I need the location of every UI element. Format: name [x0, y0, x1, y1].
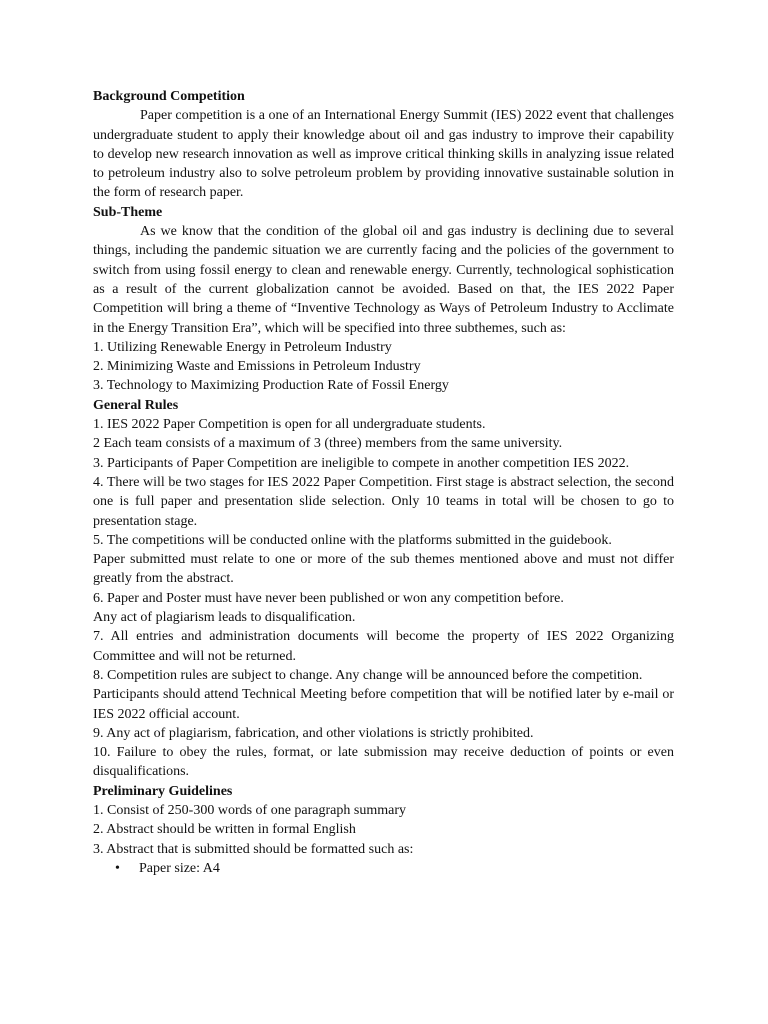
rule-item: 3. Participants of Paper Competition are ineligible to compete in another competition IES 2022. [93, 455, 630, 471]
rule-item: Paper submitted must relate to one or more of the sub themes mentioned above and must not differ greatly from the abstract. [93, 552, 674, 587]
background-paragraph: Paper competition is a one of an International Energy Summit (IES) 2022 event that challenges undergraduate student to apply their knowledge about oil and gas industry to improve their capability to develop new research innovation as well as improve critical thinking skills in analyzing issue related to petroleum industry also to solve petroleum problem by providing innovative sustainable solution in the form of research paper. [93, 108, 674, 201]
format-bullet-list [93, 859, 674, 878]
subtheme-paragraph: As we know that the condition of the global oil and gas industry is declining due to several things, including the pandemic situation we are currently facing and the policies of the government to switch from using fossil energy to clean and renewable energy. Currently, technological sophistication as a result of the current globalization cannot be avoided. Based on that, the IES 2022 Paper Competition will bring a theme of “Inventive Technology as Ways of Petroleum Industry to Acclimate in the Energy Transition Era”, which will be specified into three subthemes, such as: [93, 224, 674, 336]
subtheme-item: 3. Technology to Maximizing Production Rate of Fossil Energy [93, 378, 449, 394]
preliminary-guidelines-heading: Preliminary Guidelines [93, 783, 233, 799]
guideline-item: 2. Abstract should be written in formal English [93, 822, 356, 838]
subtheme-heading: Sub-Theme [93, 204, 163, 220]
subtheme-item: 2. Minimizing Waste and Emissions in Petroleum Industry [93, 359, 421, 375]
rule-item: Participants should attend Technical Meeting before competition that will be notified later by e-mail or IES 2022 official account. [93, 687, 674, 722]
rule-item: 5. The competitions will be conducted online with the platforms submitted in the guidebook. [93, 532, 612, 548]
bullet-dot-icon: • [115, 860, 120, 876]
rule-item: 9. Any act of plagiarism, fabrication, and other violations is strictly prohibited. [93, 725, 534, 741]
guideline-item: 3. Abstract that is submitted should be formatted such as: [93, 841, 414, 857]
rule-item: Any act of plagiarism leads to disqualification. [93, 610, 356, 626]
general-rules-heading: General Rules [93, 397, 179, 413]
rule-item: 10. Failure to obey the rules, format, or late submission may receive deduction of points or even disqualifications. [93, 745, 674, 780]
rule-item: 6. Paper and Poster must have never been published or won any competition before. [93, 590, 564, 606]
guideline-item: 1. Consist of 250-300 words of one paragraph summary [93, 802, 407, 818]
rule-item: 4. There will be two stages for IES 2022 Paper Competition. First stage is abstract selection, the second one is full paper and presentation slide selection. Only 10 teams in total will be chosen to go to presentation stage. [93, 474, 674, 529]
document-page [93, 87, 674, 878]
background-heading: Background Competition [93, 89, 245, 104]
rule-item: 8. Competition rules are subject to change. Any change will be announced before the competition. [93, 667, 643, 683]
rule-item: 1. IES 2022 Paper Competition is open for all undergraduate students. [93, 417, 486, 433]
rule-item: 7. All entries and administration documents will become the property of IES 2022 Organizing Committee and will not be returned. [93, 629, 674, 664]
bullet-item [93, 859, 674, 878]
rule-item: 2 Each team consists of a maximum of 3 (three) members from the same university. [93, 436, 563, 452]
subtheme-item: 1. Utilizing Renewable Energy in Petroleum Industry [93, 339, 392, 355]
bullet-text: Paper size: A4 [139, 860, 220, 876]
